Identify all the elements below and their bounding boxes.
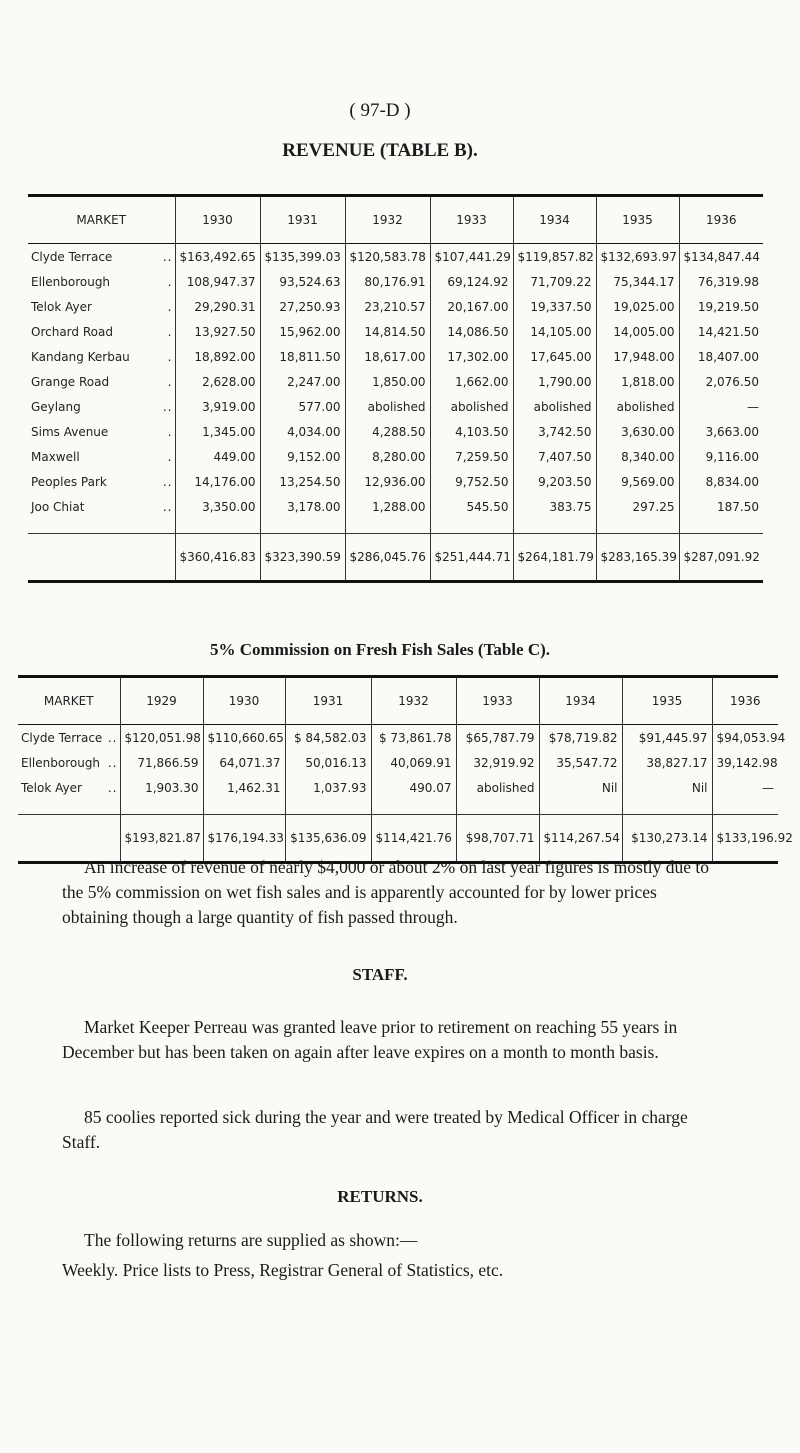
column-header: 1933 [456, 677, 539, 725]
value-cell: 449.00 [175, 444, 260, 469]
total-cell: $323,390.59 [260, 534, 345, 582]
value-cell: 35,547.72 [539, 750, 622, 775]
total-cell: $130,273.14 [622, 815, 712, 863]
value-cell: 17,948.00 [596, 344, 679, 369]
column-header: 1935 [622, 677, 712, 725]
value-cell: 1,790.00 [513, 369, 596, 394]
value-cell: 18,407.00 [679, 344, 763, 369]
table-row [28, 469, 763, 494]
market-name-cell: Clyde Terrace [31, 249, 113, 264]
value-cell: 8,280.00 [345, 444, 430, 469]
leader-dots: .. [107, 780, 118, 795]
value-cell: 40,069.91 [371, 750, 456, 775]
column-header: 1931 [260, 196, 345, 244]
value-cell: 32,919.92 [456, 750, 539, 775]
total-cell: $360,416.83 [175, 534, 260, 582]
column-header: 1929 [120, 677, 203, 725]
value-cell: abolished [596, 394, 679, 419]
value-cell: 1,903.30 [120, 775, 203, 815]
column-header: MARKET [18, 677, 120, 725]
value-cell: 4,288.50 [345, 419, 430, 444]
value-cell: 1,037.93 [285, 775, 371, 815]
value-cell: 1,818.00 [596, 369, 679, 394]
value-cell: — [679, 394, 763, 419]
revenue-commentary [62, 855, 722, 930]
table-row [18, 750, 778, 775]
value-cell: $107,441.29 [430, 244, 513, 270]
value-cell: 2,076.50 [679, 369, 763, 394]
value-cell: 3,350.00 [175, 494, 260, 534]
value-cell: 9,752.50 [430, 469, 513, 494]
column-header: 1933 [430, 196, 513, 244]
column-header: MARKET [28, 196, 175, 244]
paragraph: The following returns are supplied as shown:— [84, 1230, 418, 1250]
value-cell: 1,345.00 [175, 419, 260, 444]
value-cell: 490.07 [371, 775, 456, 815]
value-cell: $ 84,582.03 [285, 725, 371, 751]
market-name-cell: Ellenborough [21, 755, 101, 770]
table-body [28, 244, 763, 582]
leader-dots: . [167, 349, 173, 364]
value-cell: abolished [430, 394, 513, 419]
value-cell: Nil [622, 775, 712, 815]
returns-section [62, 1228, 722, 1253]
value-cell: 108,947.37 [175, 269, 260, 294]
value-cell: $132,693.97 [596, 244, 679, 270]
leader-dots: . [167, 324, 173, 339]
leader-dots: .. [107, 730, 118, 745]
total-cell: $133,196.92 [712, 815, 778, 863]
total-cell: $264,181.79 [513, 534, 596, 582]
table-body [18, 725, 793, 863]
value-cell: 2,628.00 [175, 369, 260, 394]
totals-label-cell [28, 534, 175, 582]
value-cell: 3,630.00 [596, 419, 679, 444]
market-name-cell: Ellenborough [31, 274, 111, 289]
value-cell: 23,210.57 [345, 294, 430, 319]
value-cell: abolished [513, 394, 596, 419]
leader-dots: .. [162, 399, 173, 414]
value-cell: 14,176.00 [175, 469, 260, 494]
leader-dots: . [167, 449, 173, 464]
table-row [18, 725, 778, 751]
table-row [28, 319, 763, 344]
value-cell: $78,719.82 [539, 725, 622, 751]
value-cell: 20,167.00 [430, 294, 513, 319]
paragraph: Market Keeper Perreau was granted leave prior to retirement on reaching 55 years in December but has been taken on again after leave expires on a month to month basis. [62, 1017, 678, 1062]
value-cell: $119,857.82 [513, 244, 596, 270]
table-row [28, 344, 763, 369]
returns-section-2 [62, 1258, 722, 1283]
table-row [28, 419, 763, 444]
value-cell: 7,259.50 [430, 444, 513, 469]
leader-dots: . [167, 274, 173, 289]
value-cell: 14,421.50 [679, 319, 763, 344]
market-name-cell: Geylang [31, 399, 81, 414]
market-name-cell: Joo Chiat [31, 499, 85, 514]
leader-dots: . [167, 424, 173, 439]
value-cell: 14,105.00 [513, 319, 596, 344]
value-cell: $ 73,861.78 [371, 725, 456, 751]
value-cell: 383.75 [513, 494, 596, 534]
market-name-cell: Orchard Road [31, 324, 113, 339]
market-name-cell: Kandang Kerbau [31, 349, 130, 364]
market-name-cell: Peoples Park [31, 474, 107, 489]
column-header: 1932 [371, 677, 456, 725]
staff-section [62, 1015, 722, 1065]
value-cell: 1,462.31 [203, 775, 285, 815]
value-cell: 19,025.00 [596, 294, 679, 319]
value-cell: 8,834.00 [679, 469, 763, 494]
value-cell: 4,034.00 [260, 419, 345, 444]
value-cell: 2,247.00 [260, 369, 345, 394]
value-cell: 15,962.00 [260, 319, 345, 344]
value-cell: abolished [456, 775, 539, 815]
table-c-title: 5% Commission on Fresh Fish Sales (Table C). [209, 640, 551, 659]
value-cell: $110,660.65 [203, 725, 285, 751]
total-cell: $283,165.39 [596, 534, 679, 582]
value-cell: 1,662.00 [430, 369, 513, 394]
column-header: 1936 [712, 677, 778, 725]
paragraph: 85 coolies reported sick during the year and were treated by Medical Officer in charge Staff. [62, 1107, 688, 1152]
value-cell: 7,407.50 [513, 444, 596, 469]
value-cell: $120,583.78 [345, 244, 430, 270]
table-row [28, 494, 763, 534]
value-cell: 8,340.00 [596, 444, 679, 469]
column-header: 1930 [175, 196, 260, 244]
value-cell: 14,086.50 [430, 319, 513, 344]
column-header: 1931 [285, 677, 371, 725]
value-cell: 13,927.50 [175, 319, 260, 344]
total-cell: $135,636.09 [285, 815, 371, 863]
value-cell: 9,569.00 [596, 469, 679, 494]
value-cell: 17,302.00 [430, 344, 513, 369]
value-cell: 9,152.00 [260, 444, 345, 469]
value-cell: 18,617.00 [345, 344, 430, 369]
value-cell: 545.50 [430, 494, 513, 534]
revenue-table [28, 194, 763, 583]
total-cell: $193,821.87 [120, 815, 203, 863]
page-number-header: ( 97-D ) [349, 100, 411, 121]
value-cell: 18,892.00 [175, 344, 260, 369]
market-name-cell: Clyde Terrace [21, 730, 103, 745]
value-cell: 9,116.00 [679, 444, 763, 469]
value-cell: 71,866.59 [120, 750, 203, 775]
value-cell: $120,051.98 [120, 725, 203, 751]
value-cell: 1,850.00 [345, 369, 430, 394]
value-cell: 3,742.50 [513, 419, 596, 444]
value-cell: 17,645.00 [513, 344, 596, 369]
column-header: 1930 [203, 677, 285, 725]
column-header: 1934 [513, 196, 596, 244]
value-cell: 297.25 [596, 494, 679, 534]
market-name-cell: Telok Ayer [21, 780, 82, 795]
table-row [28, 269, 763, 294]
value-cell: 14,814.50 [345, 319, 430, 344]
value-cell: 76,319.98 [679, 269, 763, 294]
value-cell: 29,290.31 [175, 294, 260, 319]
value-cell: $94,053.94 [712, 725, 778, 751]
value-cell: 93,524.63 [260, 269, 345, 294]
table-row [28, 294, 763, 319]
value-cell: 19,337.50 [513, 294, 596, 319]
value-cell: $65,787.79 [456, 725, 539, 751]
value-cell: 71,709.22 [513, 269, 596, 294]
header-row [28, 196, 763, 244]
value-cell: 80,176.91 [345, 269, 430, 294]
column-header: 1936 [679, 196, 763, 244]
market-name-cell: Telok Ayer [31, 299, 92, 314]
total-cell: $176,194.33 [203, 815, 285, 863]
value-cell: 3,663.00 [679, 419, 763, 444]
value-cell: 69,124.92 [430, 269, 513, 294]
value-cell: abolished [345, 394, 430, 419]
value-cell: 187.50 [679, 494, 763, 534]
value-cell: 9,203.50 [513, 469, 596, 494]
value-cell: 3,919.00 [175, 394, 260, 419]
market-name-cell: Sims Avenue [31, 424, 109, 439]
leader-dots: .. [162, 474, 173, 489]
totals-row [28, 534, 763, 582]
value-cell: 38,827.17 [622, 750, 712, 775]
table-row [18, 775, 778, 815]
value-cell: 64,071.37 [203, 750, 285, 775]
leader-dots: . [167, 374, 173, 389]
value-cell: 1,288.00 [345, 494, 430, 534]
total-cell: $287,091.92 [679, 534, 763, 582]
market-name-cell: Grange Road [31, 374, 110, 389]
market-name-cell: Maxwell [31, 449, 80, 464]
staff-heading: STAFF. [352, 965, 408, 984]
value-cell: 14,005.00 [596, 319, 679, 344]
leader-dots: .. [107, 755, 118, 770]
leader-dots: .. [162, 249, 173, 264]
value-cell: 19,219.50 [679, 294, 763, 319]
total-cell: $114,421.76 [371, 815, 456, 863]
paragraph: An increase of revenue of nearly $4,000 or about 2% on last year figures is mostly due to the 5% commission on wet fish sales and is apparently accounted for by lower prices obtaining though a large quantity of fish passed through. [62, 857, 709, 927]
staff-section-2 [62, 1105, 722, 1155]
total-cell: $251,444.71 [430, 534, 513, 582]
value-cell: 12,936.00 [345, 469, 430, 494]
value-cell: 3,178.00 [260, 494, 345, 534]
total-cell: $286,045.76 [345, 534, 430, 582]
table-b-title: REVENUE (TABLE B). [282, 140, 478, 161]
value-cell: $134,847.44 [679, 244, 763, 270]
value-cell: 27,250.93 [260, 294, 345, 319]
column-header: 1932 [345, 196, 430, 244]
column-header: 1934 [539, 677, 622, 725]
paragraph: Weekly. Price lists to Press, Registrar General of Statistics, etc. [62, 1260, 504, 1280]
leader-dots: . [167, 299, 173, 314]
value-cell: 4,103.50 [430, 419, 513, 444]
table-row [28, 444, 763, 469]
value-cell: 577.00 [260, 394, 345, 419]
column-header: 1935 [596, 196, 679, 244]
total-cell: $114,267.54 [539, 815, 622, 863]
value-cell: $91,445.97 [622, 725, 712, 751]
returns-heading: RETURNS. [337, 1187, 423, 1206]
value-cell: Nil [539, 775, 622, 815]
header-row [18, 677, 778, 725]
value-cell: — [712, 775, 778, 815]
table-row [28, 394, 763, 419]
table-row [28, 244, 763, 270]
value-cell: 18,811.50 [260, 344, 345, 369]
value-cell: 50,016.13 [285, 750, 371, 775]
total-cell: $98,707.71 [456, 815, 539, 863]
leader-dots: .. [162, 499, 173, 514]
value-cell: 75,344.17 [596, 269, 679, 294]
value-cell: 39,142.98 [712, 750, 778, 775]
table-row [28, 369, 763, 394]
value-cell: $135,399.03 [260, 244, 345, 270]
value-cell: 13,254.50 [260, 469, 345, 494]
value-cell: $163,492.65 [175, 244, 260, 270]
fish-commission-table [18, 675, 793, 864]
